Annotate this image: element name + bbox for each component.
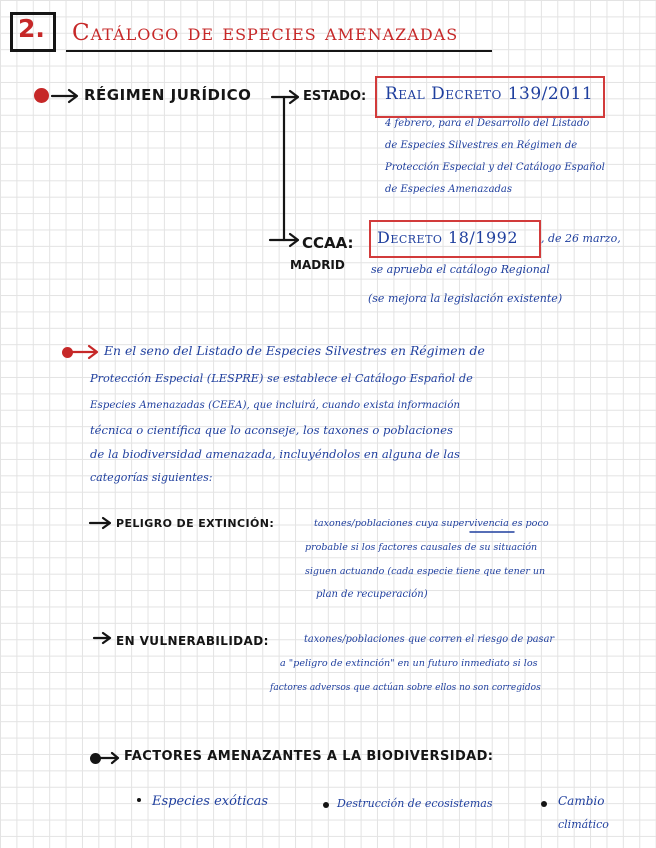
- arrow-regimen-icon: [52, 90, 77, 102]
- factor-item-3b: climático: [558, 818, 609, 831]
- category-vulnerabilidad-label: EN VULNERABILIDAD:: [116, 634, 269, 648]
- category-peligro-line-1: taxones/poblaciones cuya supervivencia es poco: [314, 518, 549, 529]
- estado-desc-2: de Especies Silvestres en Régimen de: [385, 140, 578, 151]
- lespre-line-1: En el seno del Listado de Especies Silvestres en Régimen de: [104, 343, 485, 358]
- ccaa-desc-2: (se mejora la legislación existente): [368, 292, 563, 305]
- category-peligro-line-3: siguen actuando (cada especie tiene que tener un: [305, 566, 546, 577]
- lespre-line-6: categorías siguientes:: [90, 471, 213, 484]
- section-number: 2.: [18, 14, 45, 43]
- ccaa-label: CCAA:: [302, 234, 354, 252]
- category-vulnerabilidad-line-1: taxones/poblaciones que corren el riesgo de pasar: [304, 634, 555, 645]
- ccaa-desc-1: se aprueba el catálogo Regional: [371, 263, 550, 276]
- category-peligro-line-4: plan de recuperación): [316, 589, 428, 600]
- ccaa-date: , de 26 marzo,: [541, 232, 621, 245]
- factor-item-3a: Cambio: [558, 794, 605, 808]
- lespre-line-3: Especies Amenazadas (CEEA), que incluirá, cuando exista información: [90, 399, 461, 411]
- arrow-peligro-icon: [90, 518, 110, 528]
- estado-desc-4: de Especies Amenazadas: [385, 184, 513, 195]
- category-vulnerabilidad-line-3: factores adversos que actúan sobre ellos no son corregidos: [270, 683, 541, 693]
- regimen-label: RÉGIMEN JURÍDICO: [84, 86, 252, 104]
- category-peligro-label: PELIGRO DE EXTINCIÓN:: [116, 517, 275, 530]
- ccaa-madrid: MADRID: [290, 258, 345, 272]
- lespre-line-2: Protección Especial (LESPRE) se establece el Catálogo Español de: [90, 372, 473, 385]
- estado-desc-3: Protección Especial y del Catálogo Español: [385, 162, 605, 173]
- lespre-line-4: técnica o científica que lo aconseje, los taxones o poblaciones: [90, 423, 453, 437]
- arrow-lespre-icon: [73, 346, 97, 358]
- estado-label: ESTADO:: [303, 89, 367, 104]
- category-vulnerabilidad-line-2: a "peligro de extinción" en un futuro inmediato si los: [280, 658, 538, 669]
- estado-decree: Real Decreto 139/2011: [385, 84, 594, 104]
- page-title: Catálogo de especies amenazadas: [72, 20, 459, 46]
- arrow-vulnerabilidad-icon: [94, 633, 110, 643]
- ccaa-decree: Decreto 18/1992: [377, 228, 518, 247]
- category-peligro-line-2: probable si los factores causales de su situación: [305, 542, 538, 553]
- estado-desc-1: 4 febrero, para el Desarrollo del Listado: [385, 118, 590, 129]
- factor-item-2: Destrucción de ecosistemas: [337, 797, 493, 810]
- lespre-line-5: de la biodiversidad amenazada, incluyéndolos en alguna de las: [90, 447, 461, 461]
- arrow-factores-icon: [101, 753, 118, 763]
- factores-label: FACTORES AMENAZANTES A LA BIODIVERSIDAD:: [124, 749, 494, 764]
- factor-item-1: Especies exóticas: [152, 794, 269, 809]
